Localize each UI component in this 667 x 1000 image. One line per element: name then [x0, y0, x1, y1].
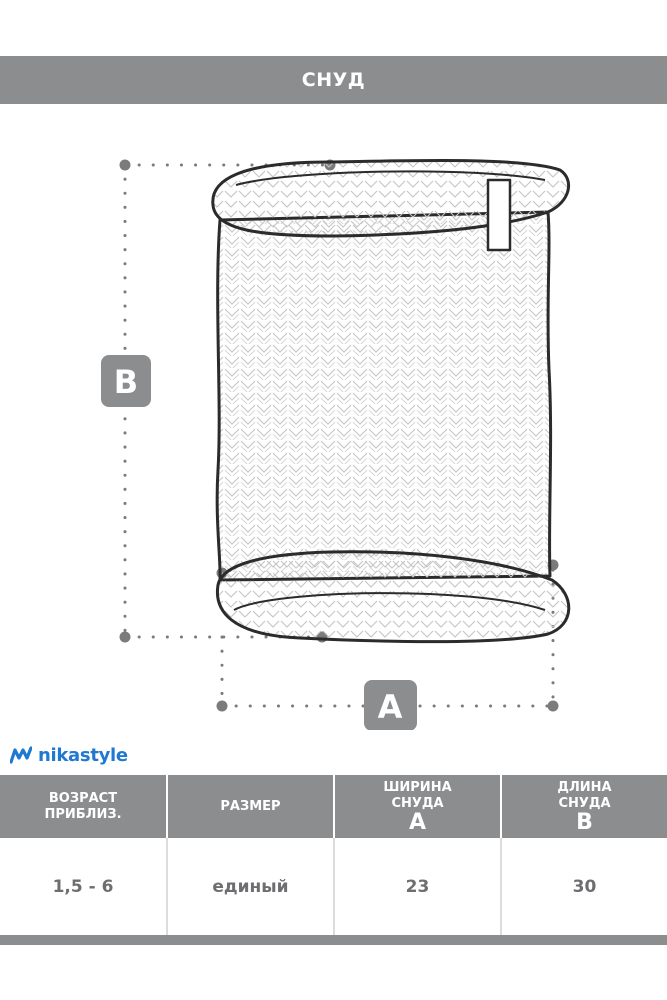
header-divider [333, 775, 335, 838]
snood-illustration [213, 160, 569, 641]
header-length-line-1: ДЛИНА [557, 779, 612, 795]
header-width-line-2: СНУДА [391, 795, 444, 811]
cell-length: 30 [572, 876, 597, 897]
cell-width: 23 [405, 876, 430, 897]
header-age [0, 775, 166, 838]
header-length-letter: B [576, 809, 593, 835]
page-title-text: СНУД [301, 69, 366, 91]
dimension-label-a [364, 680, 417, 730]
cell-age: 1,5 - 6 [52, 876, 114, 897]
brand-name: nikastyle [38, 744, 128, 766]
header-divider [500, 775, 502, 838]
table-row [0, 838, 667, 935]
dimension-label-b-text: B [113, 363, 139, 401]
header-divider [166, 775, 168, 838]
dimension-label-a-text: A [377, 688, 403, 726]
header-age-line-2: ПРИБЛИЗ. [44, 806, 122, 822]
size-table [0, 775, 667, 945]
table-bottom-bar [0, 935, 667, 945]
cell-size: единый [212, 876, 289, 897]
header-age-line-1: ВОЗРАСТ [48, 790, 118, 806]
dimension-label-b [101, 355, 151, 407]
brand-logo [10, 742, 128, 768]
row-divider [166, 838, 168, 935]
row-divider [500, 838, 502, 935]
row-divider [333, 838, 335, 935]
snood-measurement-diagram [0, 140, 667, 730]
table-header-row [0, 775, 667, 838]
page-title [0, 56, 667, 104]
header-width-line-1: ШИРИНА [383, 779, 452, 795]
header-width-letter: A [408, 809, 427, 835]
header-size [168, 775, 333, 838]
header-length [502, 775, 667, 838]
header-length-line-2: СНУДА [558, 795, 611, 811]
wave-logo-icon [10, 746, 32, 764]
header-width [335, 775, 500, 838]
header-size-line-1: РАЗМЕР [220, 798, 281, 814]
